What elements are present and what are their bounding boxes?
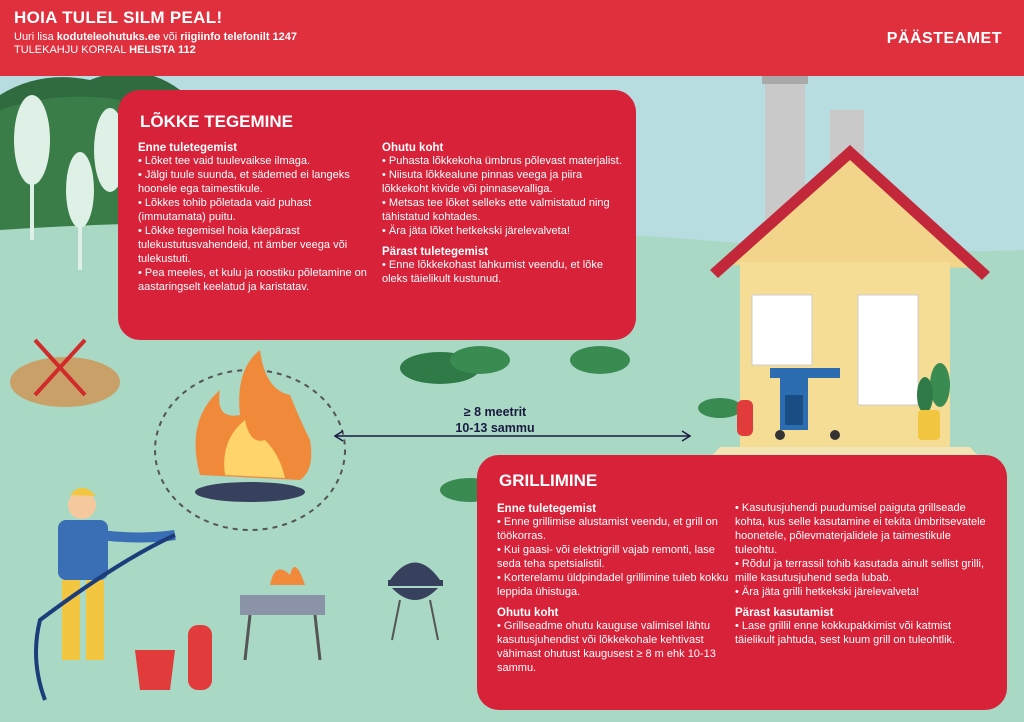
campfire-card: [118, 90, 636, 340]
grill-safe-heading: Ohutu koht: [497, 607, 559, 619]
campfire-col-right: [382, 140, 622, 294]
list-item: • Enne grillimise alustamist veendu, et grill on töökorras.: [497, 515, 733, 543]
campfire-after-heading: Pärast tuletegemist: [382, 246, 489, 258]
grill-title: GRILLIMINE: [499, 471, 598, 490]
list-item: • Niisuta lõkkealune pinnas veega ja piira lõkkekoht kivide või pinnasevalliga.: [382, 168, 622, 196]
bucket-icon: [135, 650, 175, 690]
distance-label: [430, 404, 560, 436]
grill-before-heading: Enne tuletegemist: [497, 503, 597, 515]
list-item: • Rõdul ja terrassil tohib kasutada ainult sellist grilli, mille kasutusjuhend seda lubab.: [735, 557, 993, 585]
list-item: • Grillseadme ohutu kauguse valimisel lähtu kasutusjuhendist või lõkkekohale kehtivast vähimast ohutust kaugusest ≥ 8 m ehk 10-13 sammu.: [497, 619, 733, 675]
list-item: • Puhasta lõkkekoha ümbrus põlevast materjalist.: [382, 154, 622, 168]
list-item: • Ära jäta grilli hetkekski järelevalveta!: [735, 585, 993, 599]
campfire-before-heading: Enne tuletegemist: [138, 142, 238, 154]
campfire-col-left: [138, 140, 370, 294]
list-item: • Pea meeles, et kulu ja roostiku põletamine on aastaringselt keelatud ja karistatav.: [138, 266, 370, 294]
info-line: [14, 31, 1010, 43]
grill-col-right: [735, 501, 993, 655]
list-item: • Kasutusjuhendi puudumisel paiguta grillseade kohta, kus selle kasutamine ei tekita ümbritsevatele hoonetele, põlevmaterjalidele ja taimestikule tuleohtu.: [735, 501, 993, 557]
list-item: • Korterelamu üldpindadel grillimine tuleb kokku leppida ühistuga.: [497, 571, 733, 599]
emergency-prefix: TULEKAHJU KORRAL: [14, 44, 130, 56]
list-item: • Lase grillil enne kokkupakkimist või katmist täielikult jahtuda, sest kuum grill on tuleohtlik.: [735, 619, 993, 647]
distance-steps: 10-13 sammu: [455, 421, 535, 435]
grill-col-left: [497, 501, 733, 683]
list-item: • Jälgi tuule suunda, et sädemed ei langeks hoonele ega taimestikule.: [138, 168, 370, 196]
list-item: • Lõkke tegemisel hoia käepärast tulekustutusvahendeid, nt ämber veega või tulekustuti.: [138, 224, 370, 266]
info-or: või: [160, 31, 181, 43]
extinguisher-icon: [188, 625, 212, 690]
list-item: • Lõket tee vaid tuulevaikse ilmaga.: [138, 154, 370, 168]
emergency-number: HELISTA 112: [129, 44, 196, 56]
list-item: • Ära jäta lõket hetkekski järelevalveta!: [382, 224, 622, 238]
campfire-title: LÕKKE TEGEMINE: [140, 112, 294, 131]
brand-logo: PÄÄSTEAMET: [886, 30, 1002, 47]
grill-after-heading: Pärast kasutamist: [735, 607, 834, 619]
list-item: • Enne lõkkekohast lahkumist veendu, et lõke oleks täielikult kustunud.: [382, 258, 622, 286]
poster-title: HOIA TULEL SILM PEAL!: [14, 8, 223, 27]
fire-extinguisher-icon: [737, 400, 753, 436]
website-link[interactable]: koduteleohutuks.ee: [56, 31, 161, 43]
list-item: • Kui gaasi- või elektrigrill vajab remonti, lase seda teha spetsialistil.: [497, 543, 733, 571]
emergency-line: [14, 44, 1010, 56]
campfire-safe-heading: Ohutu koht: [382, 142, 444, 154]
distance-meters: ≥ 8 meetrit: [463, 405, 527, 419]
phone-info: riigiinfo telefonilt 1247: [180, 31, 298, 43]
info-prefix: Uuri lisa: [14, 31, 57, 43]
list-item: • Lõkkes tohib põletada vaid puhast (immutamata) puitu.: [138, 196, 370, 224]
list-item: • Metsas tee lõket selleks ette valmistatud ning tähistatud kohtades.: [382, 196, 622, 224]
grill-card: [477, 455, 1007, 710]
header-bar: [0, 0, 1024, 76]
